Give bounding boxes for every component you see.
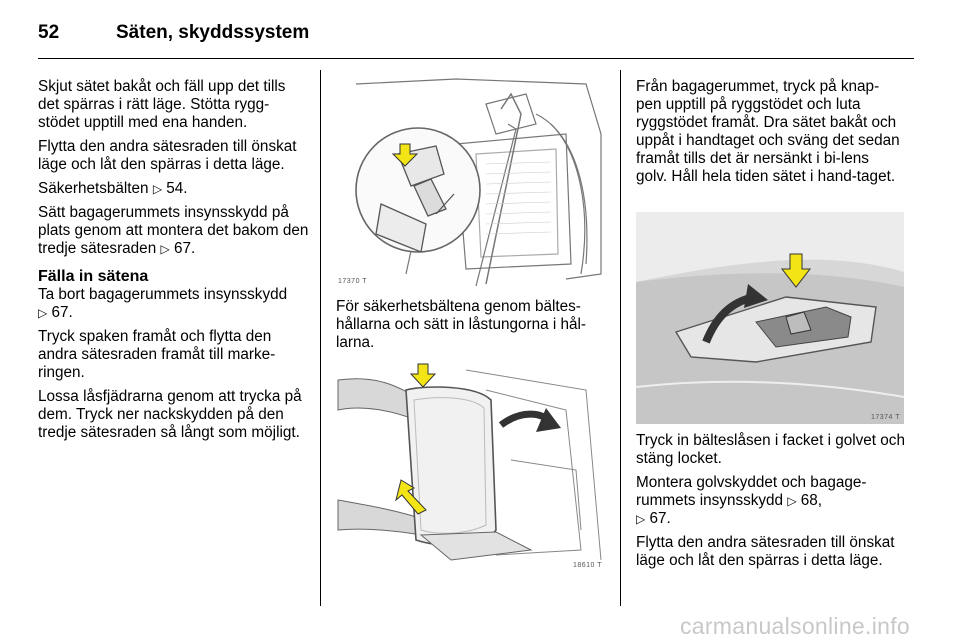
- paragraph: Flytta den andra sätesraden till önskat läge och låt den spärras i detta läge.: [636, 534, 895, 569]
- page-reference-link[interactable]: 67.: [173, 240, 196, 257]
- seatbelt-holder-illustration: [336, 74, 606, 288]
- paragraph: Tryck in bälteslåsen i facket i golvet och stäng locket.: [636, 432, 905, 467]
- column-divider-left: [320, 70, 321, 606]
- paragraph-text: Säkerhetsbälten: [38, 180, 149, 197]
- column-middle-text: [336, 298, 606, 358]
- page-reference-link[interactable]: 67.: [649, 510, 671, 527]
- figure-number: 17374 T: [870, 414, 900, 421]
- paragraph: Flytta den andra sätesraden till önskat läge och låt den spärras i detta läge.: [38, 138, 297, 173]
- figure-number: 18610 T: [572, 562, 602, 569]
- paragraph-text: Montera golvskyddet och bagage-rummets insynsskydd: [636, 474, 867, 509]
- figure-seatbelt-holder: [336, 74, 606, 288]
- column-right: [636, 78, 904, 192]
- column-divider-right: [620, 70, 621, 606]
- paragraph: [38, 204, 310, 258]
- section-heading: Fälla in sätena: [38, 268, 149, 285]
- paragraph: Tryck spaken framåt och flytta den andra sätesraden framåt till marke-ringen.: [38, 328, 276, 381]
- cross-reference-icon: ▷: [38, 306, 48, 320]
- paragraph: Lossa låsfjädrarna genom att trycka på dem. Tryck ner nackskydden på den tredje sätesraden så långt som möjligt.: [38, 388, 302, 441]
- page-title: Säten, skyddssystem: [116, 22, 310, 43]
- page-reference-link[interactable]: 67.: [51, 304, 73, 321]
- cross-reference-icon: ▷: [160, 242, 170, 256]
- page-reference-link[interactable]: 54.: [166, 180, 188, 197]
- page-reference-link[interactable]: 68,: [800, 492, 823, 509]
- paragraph: Skjut sätet bakåt och fäll upp det tills det spärras i rätt läge. Stötta rygg-stödet upptill med ena handen.: [38, 78, 286, 131]
- paragraph: [38, 180, 310, 198]
- watermark: carmanualsonline.info: [679, 613, 910, 639]
- column-right-lower: [636, 432, 906, 576]
- arrow-down-icon: [411, 364, 435, 387]
- page-header: [38, 22, 309, 44]
- paragraph-text: Ta bort bagagerummets insynsskydd: [38, 286, 288, 303]
- cross-reference-icon: ▷: [787, 494, 797, 508]
- page-number: 52: [38, 22, 60, 43]
- paragraph: För säkerhetsbältena genom bältes-hållarna och sätt in låstungorna i hål-larna.: [336, 298, 587, 351]
- paragraph: [636, 474, 906, 528]
- header-rule: [38, 58, 914, 59]
- figure-number: 17370 T: [338, 278, 368, 285]
- paragraph: [38, 286, 310, 322]
- figure-buckle-compartment: [636, 212, 904, 424]
- cross-reference-icon: ▷: [636, 512, 646, 526]
- paragraph-text: Sätt bagagerummets insynsskydd på plats genom att montera det bakom den tredje sätesraden: [38, 204, 309, 257]
- seat-fold-illustration: [336, 360, 606, 572]
- cross-reference-icon: ▷: [152, 182, 163, 196]
- buckle-compartment-illustration: [636, 212, 904, 424]
- paragraph: Från bagagerummet, tryck på knap-pen upptill på ryggstödet och luta ryggstödet framåt. Dra sätet bakåt och uppåt i handtaget och sväng det sedan framåt tills det är nersänkt i bi-lens golv. Håll hela tiden sätet i hand-taget.: [636, 78, 900, 185]
- figure-seat-fold: [336, 360, 606, 572]
- column-left: [38, 78, 310, 448]
